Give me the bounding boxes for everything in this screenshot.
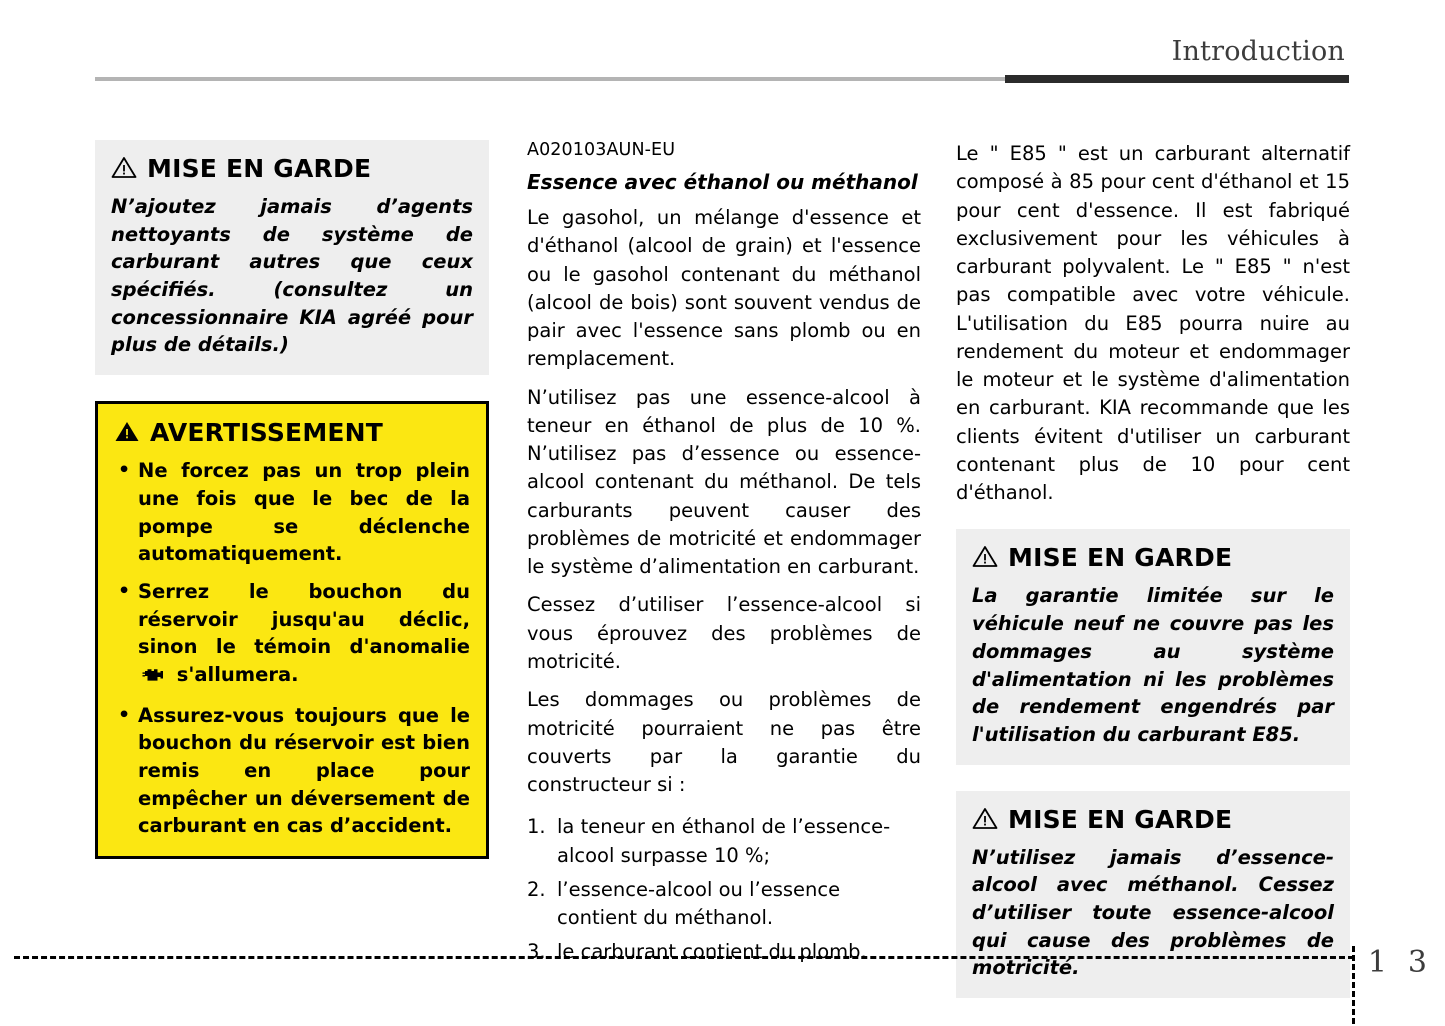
list-item: • Ne forcez pas un trop plein une fois que le bec de la pompe se déclenche automatiquement. [114,457,470,568]
header-divider-dark [1005,75,1349,83]
caution-box-title-row [111,154,473,183]
list-item-text-part2: s'allumera. [176,662,299,686]
list-item-text-part1: Serrez le bouchon du réservoir jusqu'au déclic, sinon le témoin d'anomalie [138,579,470,659]
column-1 [95,140,489,885]
caution-box-title: MISE EN GARDE [1008,543,1233,573]
engine-malfunction-indicator-icon [142,664,166,692]
document-code: A020103AUN-EU [527,140,676,160]
page-title: Introduction [1171,36,1345,67]
paragraph: Le gasohol, un mélange d'essence et d'éthanol (alcool de grain) et l'essence ou le gasohol contenant du méthanol (alcool de bois) sont souvent vendus de pair avec l'essence sans plomb ou en remplacement. [527,206,921,371]
page-number: 3 [1407,945,1427,980]
paragraph: Cessez d’utiliser l’essence-alcool si vous éprouvez des problèmes de motricité. [527,593,921,673]
paragraph: N’utilisez pas une essence-alcool à teneur en éthanol de plus de 10 %. N’utilisez pas d’essence ou essence-alcool contenant du méthanol. De tels carburants peuvent causer des problèmes de motricité et endommager le système d’alimentation en carburant. [527,385,921,579]
list-item [114,578,470,692]
section-number: 1 [1367,945,1387,980]
list-item: • Assurez-vous toujours que le bouchon du réservoir est bien remis en place pour empêcher un déversement de carburant en cas d’accident. [114,702,470,840]
warning-triangle-outline-icon [972,545,998,568]
caution-box-fuel-cleaning-agents [95,140,489,375]
section-subheading: Essence avec éthanol ou méthanol [527,170,918,194]
footer-dashed-vertical-rule [1352,946,1355,1024]
caution-box-title: MISE EN GARDE [147,154,372,183]
caution-box-methanol [956,791,1350,998]
column-2 [527,140,921,973]
column-3 [956,140,1350,1024]
caution-box-title-row [972,805,1334,834]
caution-box-body: N’utilisez jamais d’essence-alcool avec méthanol. Cessez d’utiliser toute essence-alcool qui cause des problèmes de motricité. [972,845,1334,980]
caution-box-body: N’ajoutez jamais d’agents nettoyants de système de carburant autres que ceux spécifiés. (consultez un concessionnaire KIA agréé pour plus de détails.) [111,195,473,357]
list-item: la teneur en éthanol de l’essence-alcool surpasse 10 %; [557,815,891,867]
caution-box-body: La garantie limitée sur le véhicule neuf ne couvre pas les dommages au système d'alimentation ni les problèmes de rendement engendrés par l'utilisation du carburant E85. [972,584,1334,746]
caution-box-title: MISE EN GARDE [1008,804,1233,834]
warning-triangle-outline-icon [111,156,137,179]
warning-box-title-row [114,418,470,447]
caution-box-title-row [972,543,1334,572]
paragraph: Le " E85 " est un carburant alternatif composé à 85 pour cent d'éthanol et 15 pour cent d'essence. Il est fabriqué exclusivement pour les véhicules à carburant polyvalent. Le " E85 " n'est pas compatible avec votre véhicule. L'utilisation du E85 pourra nuire au rendement du moteur et endommager le moteur et le système d'alimentation en carburant. KIA recommande que les clients évitent d'utiliser un carburant contenant plus de 10 pour cent d'éthanol. [956,142,1350,505]
list-item: le carburant contient du plomb. [557,940,867,964]
warning-triangle-solid-icon [114,420,140,443]
warning-box-title: AVERTISSEMENT [150,418,384,448]
footer-dashed-rule [14,956,1354,961]
caution-box-e85-warranty [956,529,1350,764]
page-header [0,36,1445,84]
numbered-list [527,813,921,966]
list-item: l’essence-alcool ou l’essence contient du méthanol. [557,877,841,930]
warning-triangle-outline-icon [972,807,998,830]
warning-box-list [114,457,470,840]
warning-box-refueling [95,401,489,859]
paragraph: Les dommages ou problèmes de motricité pourraient ne pas être couverts par la garantie du constructeur si : [527,688,921,797]
